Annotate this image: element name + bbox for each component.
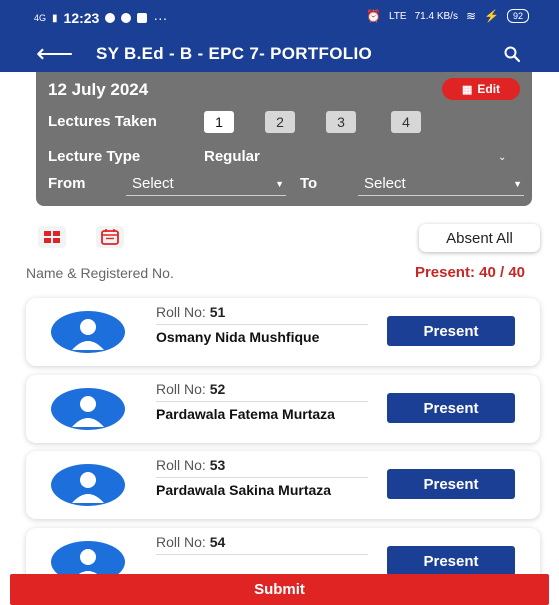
calendar-glyph	[101, 229, 119, 245]
speed-unit: KB/s	[436, 10, 458, 22]
student-card	[26, 451, 540, 519]
avatar	[50, 310, 126, 354]
roll-number	[156, 534, 225, 550]
roll-value: 54	[209, 534, 226, 550]
time-label: 12:23	[63, 10, 100, 26]
lecture-type-label: Lecture Type	[48, 148, 141, 165]
roll-label: Roll No:	[156, 381, 206, 397]
speed-label	[415, 11, 458, 22]
present-button[interactable]: Present	[387, 393, 515, 423]
student-name: Pardawala Sakina Murtaza	[156, 482, 332, 498]
back-arrow-icon[interactable]: ⟵	[36, 38, 74, 68]
status-bar	[0, 0, 559, 36]
student-card	[26, 375, 540, 443]
from-label: From	[48, 175, 86, 192]
lecture-option-3[interactable]: 3	[326, 111, 356, 133]
roll-label: Roll No:	[156, 457, 206, 473]
caret-down-icon: ▼	[275, 179, 284, 189]
present-count: Present: 40 / 40	[414, 264, 525, 281]
chevron-down-icon[interactable]: ⌄	[498, 152, 507, 163]
from-select[interactable]	[126, 174, 286, 196]
student-card	[26, 298, 540, 366]
roll-value: 52	[209, 381, 226, 397]
volte-label: LTE	[388, 10, 407, 22]
calendar-edit-icon: ▦	[461, 83, 473, 96]
student-name: Pardawala Fatema Murtaza	[156, 406, 335, 422]
calendar-icon[interactable]	[96, 226, 124, 248]
submit-button[interactable]: Submit	[10, 574, 549, 605]
speed-value: 71.4	[414, 10, 435, 22]
present-button[interactable]: Present	[387, 469, 515, 499]
roll-label: Roll No:	[156, 304, 206, 320]
charging-icon: ⚡	[484, 9, 499, 23]
divider	[156, 554, 368, 555]
avatar	[50, 463, 126, 507]
battery-indicator: 92	[507, 9, 529, 23]
grid-glyph	[44, 231, 60, 243]
status-left	[34, 10, 167, 26]
alarm-icon: ⏰	[366, 9, 381, 23]
lecture-type-dropdown[interactable]: Regular	[204, 148, 260, 165]
student-name: Osmany Nida Mushfique	[156, 329, 320, 345]
divider	[156, 401, 368, 402]
lecture-option-4[interactable]: 4	[391, 111, 421, 133]
caret-down-icon: ▼	[513, 179, 522, 189]
chat-icon	[121, 13, 131, 23]
grid-view-icon[interactable]	[38, 226, 66, 248]
search-icon[interactable]	[503, 45, 521, 63]
present-button[interactable]: Present	[387, 546, 515, 576]
present-button[interactable]: Present	[387, 316, 515, 346]
status-right	[366, 9, 529, 23]
to-select[interactable]	[358, 174, 524, 196]
notification-icon	[105, 13, 115, 23]
to-label: To	[300, 175, 318, 192]
wifi-icon: ≋	[465, 9, 477, 23]
network-label: 4G	[34, 13, 47, 23]
name-column-header: Name & Registered No.	[26, 265, 174, 281]
lecture-option-1[interactable]: 1	[204, 111, 234, 133]
absent-all-button[interactable]: Absent All	[419, 224, 540, 252]
app-bar	[0, 36, 559, 72]
from-select-value: Select	[132, 175, 174, 192]
roll-label: Roll No:	[156, 534, 206, 550]
signal-icon: ▮	[52, 12, 58, 24]
roll-value: 51	[209, 304, 226, 320]
session-date: 12 July 2024	[48, 80, 149, 99]
avatar	[50, 387, 126, 431]
message-icon	[137, 13, 147, 23]
roll-number	[156, 381, 225, 397]
roll-number	[156, 457, 225, 473]
to-select-value: Select	[364, 175, 406, 192]
divider	[156, 477, 368, 478]
edit-button-label: Edit	[477, 82, 501, 96]
session-panel	[36, 72, 532, 206]
roll-number	[156, 304, 225, 320]
more-notifications: ···	[153, 10, 168, 26]
roll-value: 53	[209, 457, 226, 473]
divider	[156, 324, 368, 325]
page-title: SY B.Ed - B - EPC 7- PORTFOLIO	[96, 44, 372, 63]
lectures-taken-label: Lectures Taken	[48, 113, 157, 130]
edit-button[interactable]	[442, 78, 520, 100]
lecture-option-2[interactable]: 2	[265, 111, 295, 133]
